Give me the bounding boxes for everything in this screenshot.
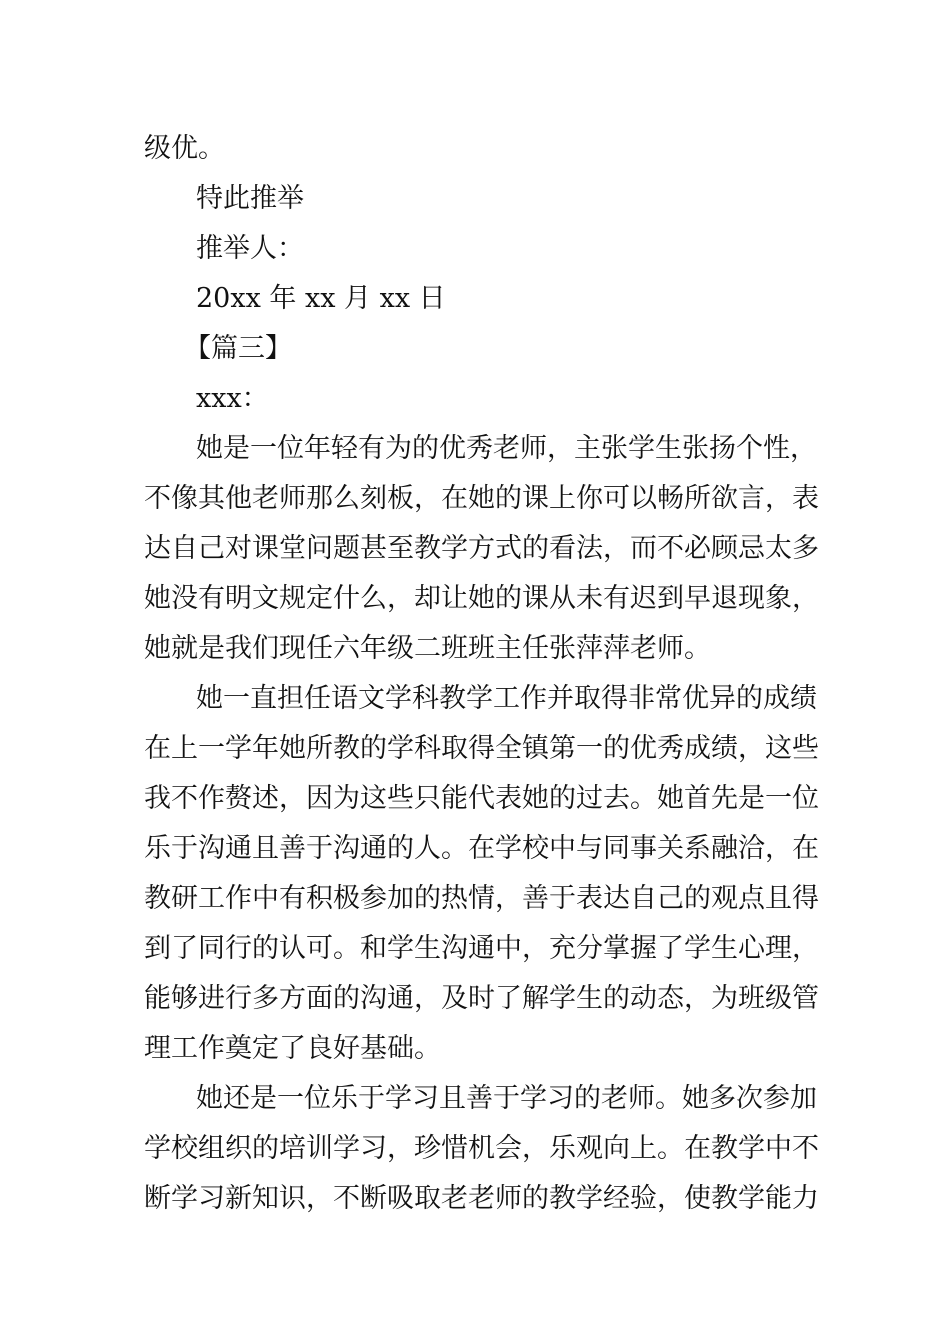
salutation: xxx： — [196, 383, 269, 414]
text-line: 教研工作中有积极参加的热情，善于表达自己的观点且得 — [144, 883, 819, 914]
text-line: 理工作奠定了良好基础。 — [144, 1033, 441, 1064]
text-line: 断学习新知识，不断吸取老老师的教学经验，使教学能力 — [144, 1183, 819, 1214]
section-heading: 【篇三】 — [184, 333, 292, 364]
text-line: 推举人： — [196, 233, 304, 264]
text-line: 不像其他老师那么刻板，在她的课上你可以畅所欲言，表 — [144, 483, 819, 514]
text-line: 她一直担任语文学科教学工作并取得非常优异的成绩 — [196, 683, 817, 714]
text-line: 特此推举 — [196, 183, 304, 214]
text-line: 学校组织的培训学习，珍惜机会，乐观向上。在教学中不 — [144, 1133, 819, 1164]
text-line: 达自己对课堂问题甚至教学方式的看法，而不必顾忌太多 — [144, 533, 819, 564]
text-line: 在上一学年她所教的学科取得全镇第一的优秀成绩，这些 — [144, 733, 819, 764]
text-line: 她还是一位乐于学习且善于学习的老师。她多次参加 — [196, 1083, 817, 1114]
text-line: 乐于沟通且善于沟通的人。在学校中与同事关系融洽，在 — [144, 833, 819, 864]
text-line: 能够进行多方面的沟通，及时了解学生的动态，为班级管 — [144, 983, 819, 1014]
text-line: 我不作赘述，因为这些只能代表她的过去。她首先是一位 — [144, 783, 819, 814]
text-line: 她没有明文规定什么，却让她的课从未有迟到早退现象， — [144, 583, 819, 614]
text-line: 级优。 — [144, 133, 225, 164]
date-line: 20xx 年 xx 月 xx 日 — [196, 283, 446, 314]
text-line: 她是一位年轻有为的优秀老师，主张学生张扬个性， — [196, 433, 817, 464]
text-line: 她就是我们现任六年级二班班主任张萍萍老师。 — [144, 633, 711, 664]
text-line: 到了同行的认可。和学生沟通中，充分掌握了学生心理， — [144, 933, 819, 964]
